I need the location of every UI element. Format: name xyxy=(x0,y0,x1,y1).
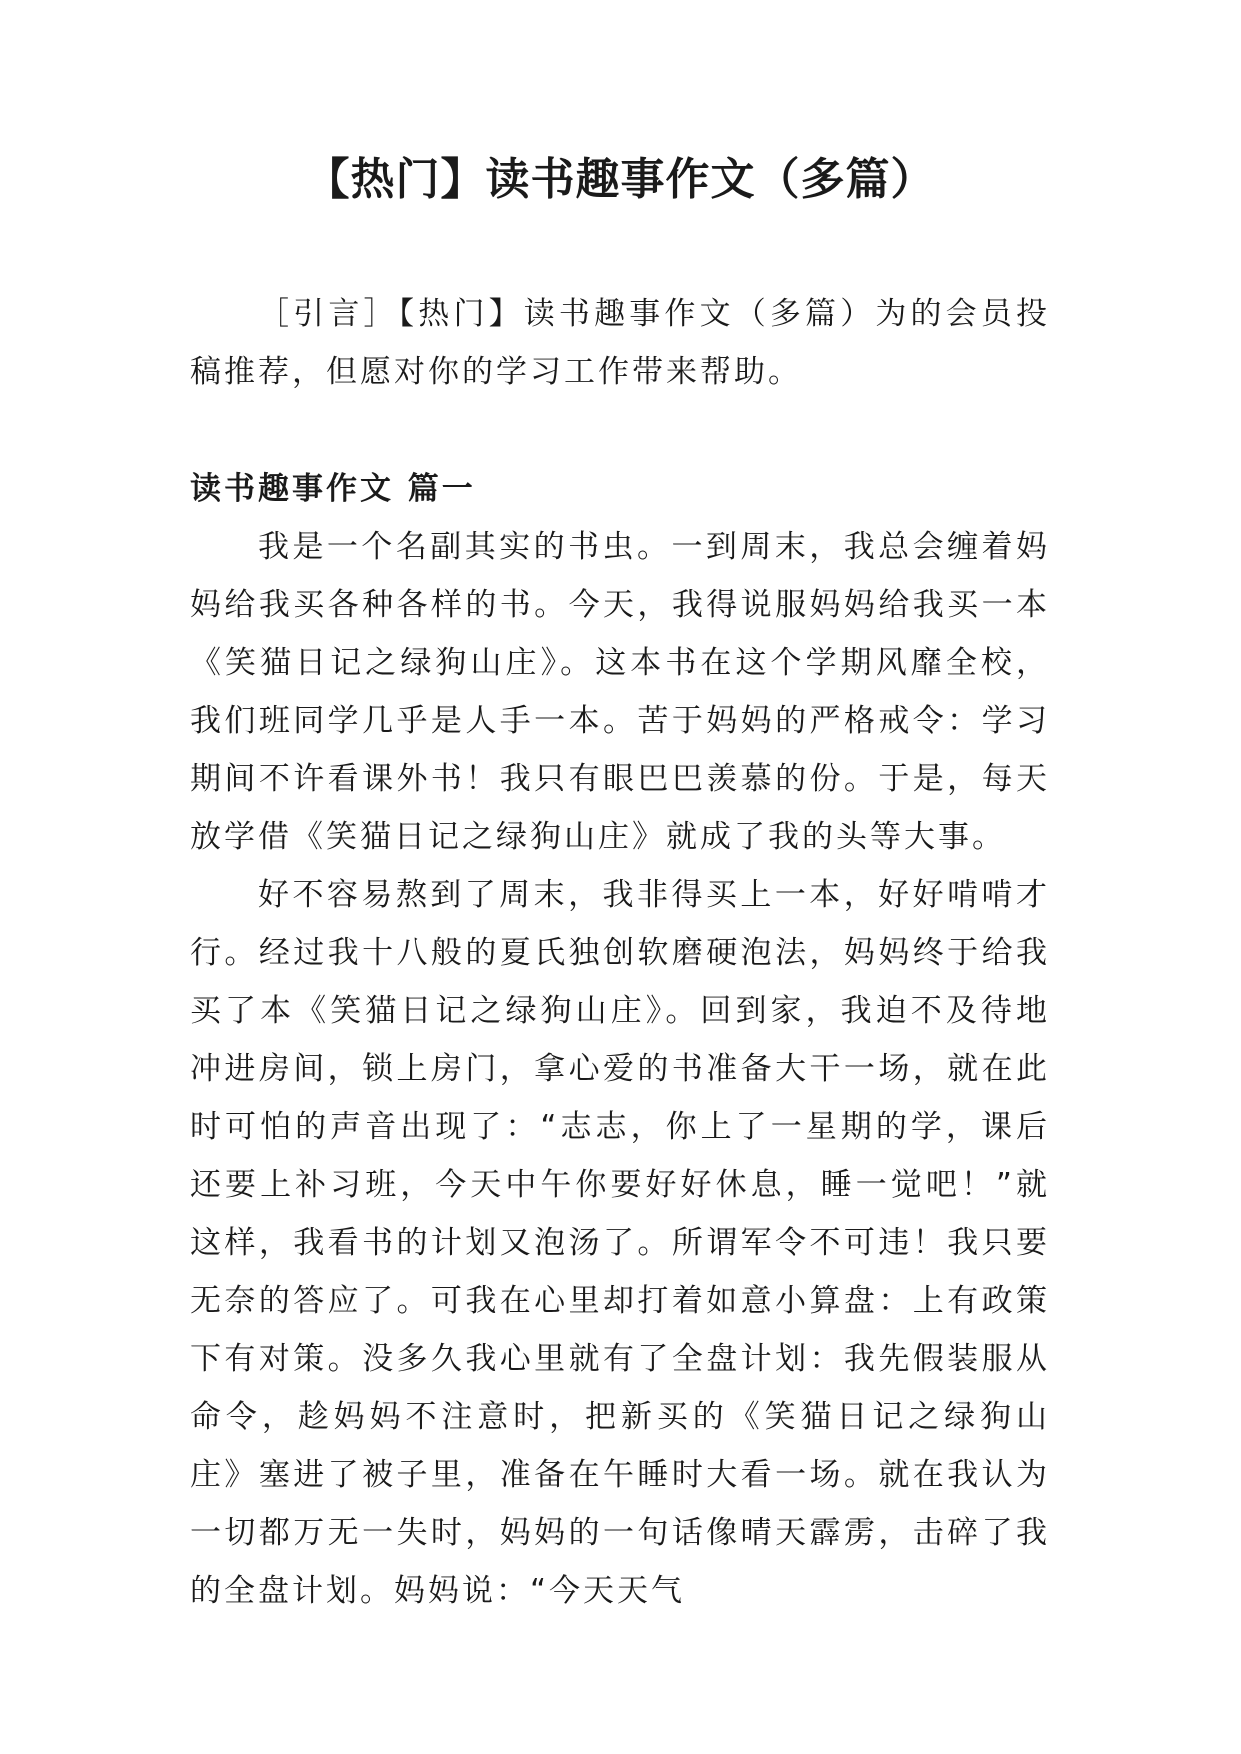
body-paragraph: 好不容易熬到了周末，我非得买上一本，好好啃啃才行。经过我十八般的夏氏独创软磨硬泡法，妈妈终于给我买了本《笑猫日记之绿狗山庄》。回到家，我迫不及待地冲进房间，锁上房门，拿心爱的书准备大干一场，就在此时可怕的声音出现了：“志志，你上了一星期的学，课后还要上补习班，今天中午你要好好休息，睡一觉吧！”就这样，我看书的计划又泡汤了。所谓军令不可违！我只要无奈的答应了。可我在心里却打着如意小算盘：上有政策下有对策。没多久我心里就有了全盘计划：我先假装服从命令，趁妈妈不注意时，把新买的《笑猫日记之绿狗山庄》塞进了被子里，准备在午睡时大看一场。就在我认为一切都万无一失时，妈妈的一句话像晴天霹雳，击碎了我的全盘计划。妈妈说：“今天天气 xyxy=(190,877,1050,1609)
body-paragraph: 我是一个名副其实的书虫。一到周末，我总会缠着妈妈给我买各种各样的书。今天，我得说服妈妈给我买一本《笑猫日记之绿狗山庄》。这本书在这个学期风靡全校，我们班同学几乎是人手一本。苦于妈妈的严格戒令：学习期间不许看课外书！我只有眼巴巴羡慕的份。于是，每天放学借《笑猫日记之绿狗山庄》就成了我的头等大事。 xyxy=(190,529,1050,855)
section-heading: 读书趣事作文 篇一 xyxy=(190,471,476,507)
intro-paragraph: ［引言］【热门】读书趣事作文（多篇）为的会员投稿推荐，但愿对你的学习工作带来帮助。 xyxy=(190,296,1050,390)
document-title: 【热门】读书趣事作文（多篇） xyxy=(305,154,936,205)
